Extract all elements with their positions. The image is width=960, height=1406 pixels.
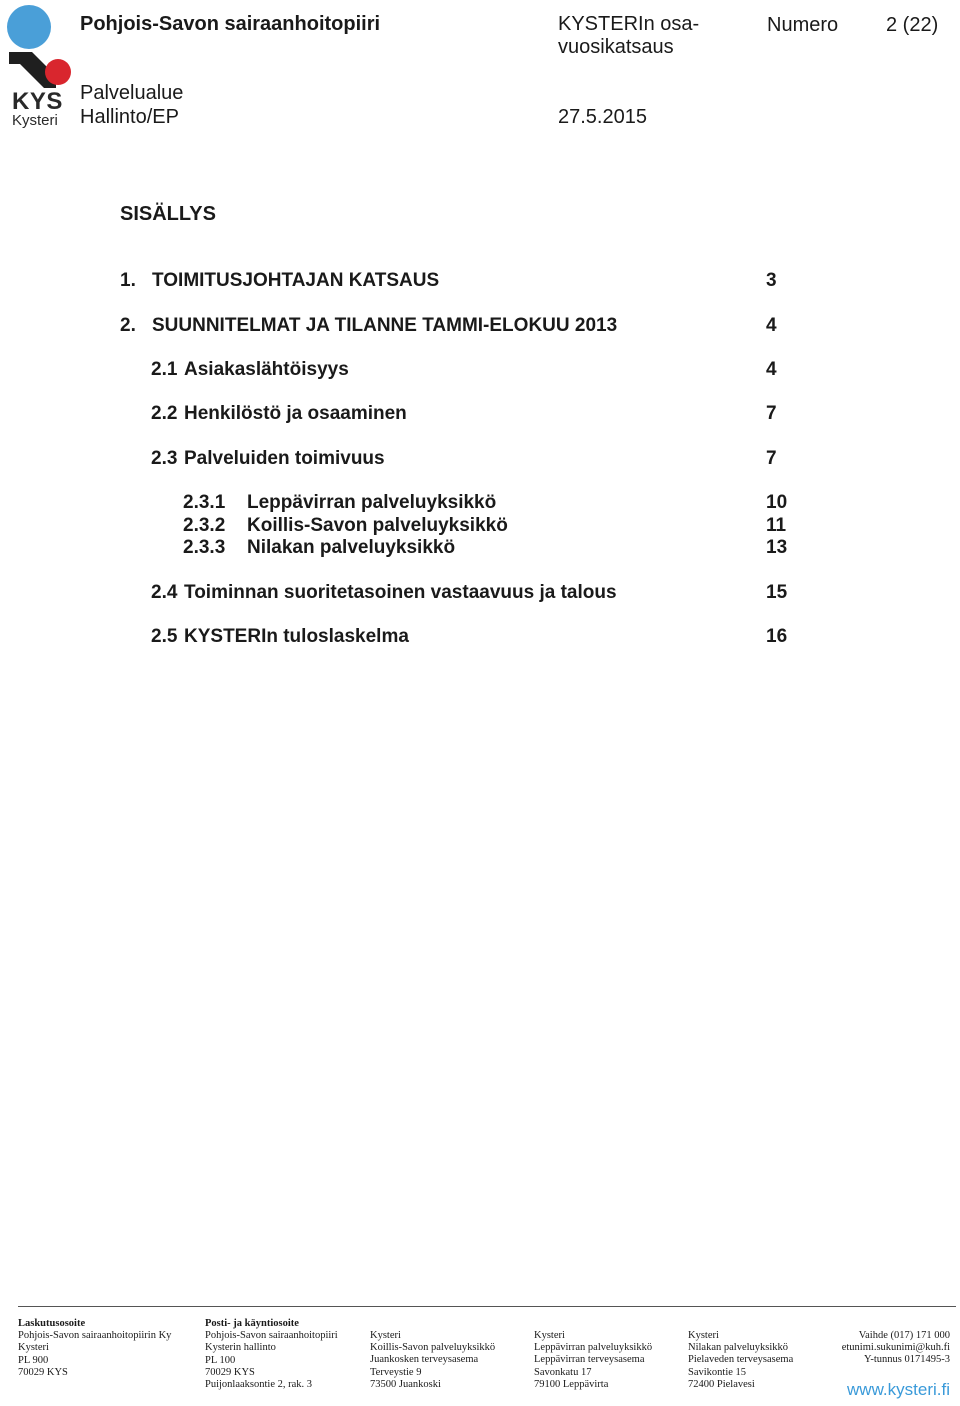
toc-entry-page: 10 [766,492,788,513]
toc-entry-page: 16 [766,626,788,647]
toc-entry-title: KYSTERIn tuloslaskelma [184,626,409,647]
footer-line: Pohjois-Savon sairaanhoitopiiri [205,1330,338,1342]
toc-entry-page: 7 [766,403,777,424]
footer-line: Pielaveden terveysasema [688,1354,794,1366]
footer-line: PL 100 [205,1354,236,1366]
toc-entry-title: Palveluiden toimivuus [184,448,385,469]
footer-line: Terveystie 9 [370,1366,422,1378]
footer-postal-address [205,1318,338,1391]
toc-entry-page: 11 [766,515,787,536]
kysteri-logo [6,4,72,128]
page-number: 2 (22) [886,14,939,36]
toc-entry-title: Nilakan palveluyksikkö [247,537,456,558]
footer-phone: Vaihde (017) 171 000 [858,1330,950,1341]
footer-nilakan-unit [688,1330,793,1391]
toc-entry-title: Henkilöstö ja osaaminen [184,403,407,424]
footer-leppavirran-unit [534,1330,652,1391]
footer-koillis-savon-unit [370,1330,495,1391]
footer-line: Savikontie 15 [688,1366,747,1378]
toc-entry-number: 2. [120,315,136,336]
footer-email: etunimi.sukunimi@kuh.fi [841,1342,950,1354]
toc-entry-number: 2.3 [151,448,178,469]
footer-website-link[interactable]: www.kysteri.fi [847,1380,950,1399]
footer-line: 79100 Leppävirta [534,1378,609,1390]
footer-line: 70029 KYS [18,1366,68,1378]
footer-billing-address [18,1318,171,1379]
footer-line: Puijonlaaksontie 2, rak. 3 [205,1379,313,1391]
footer-business-id: Y-tunnus 0171495-3 [863,1354,950,1366]
footer-line: PL 900 [18,1354,49,1366]
toc-entry-number: 1. [120,270,136,291]
footer-line: Kysterin hallinto [205,1342,276,1354]
logo-subtitle: Kysteri [12,112,58,129]
toc-entry-number: 2.3.1 [183,492,226,513]
footer-heading: Laskutusosoite [18,1318,86,1329]
toc-entry-page: 15 [766,582,788,603]
footer-line: Koillis-Savon palveluyksikkö [370,1342,496,1354]
footer-line: Kysteri [18,1342,49,1354]
footer-line: Savonkatu 17 [534,1366,592,1378]
footer-line: 72400 Pielavesi [688,1378,755,1390]
toc-entry-number: 2.2 [151,403,178,424]
footer-heading: Posti- ja käyntiosoite [205,1318,299,1329]
toc-entry-title: SUUNNITELMAT JA TILANNE TAMMI-ELOKUU 2013 [152,315,618,336]
footer-contact-info [842,1330,950,1367]
service-area-value: Hallinto/EP [80,106,179,128]
footer-line: Nilakan palveluyksikkö [688,1342,789,1354]
footer-divider [18,1306,956,1307]
toc-entry-number: 2.3.3 [183,537,226,558]
footer-line: 70029 KYS [205,1366,255,1378]
document-date: 27.5.2015 [558,106,647,128]
footer-line: Kysteri [688,1330,719,1341]
footer-line: 73500 Juankoski [370,1378,441,1390]
footer-line: Juankosken terveysasema [370,1354,479,1366]
toc-entry-number: 2.5 [151,626,178,647]
toc-entry-title: TOIMITUSJOHTAJAN KATSAUS [152,270,440,291]
toc-entry-page: 4 [766,359,777,380]
toc-entry-title: Toiminnan suoritetasoinen vastaavuus ja talous [184,582,617,603]
footer-line: Kysteri [370,1330,401,1341]
toc-entry-title: Koillis-Savon palveluyksikkö [247,515,508,536]
footer-line: Leppävirran terveysasema [534,1354,645,1366]
number-label: Numero [767,14,839,36]
logo-wordmark: KYS [12,88,63,115]
toc-entry-page: 7 [766,448,777,469]
footer-line: Kysteri [534,1330,565,1341]
toc-entry-title: Leppävirran palveluyksikkö [247,492,497,513]
toc-entry-number: 2.4 [151,582,178,603]
toc-entry-page: 4 [766,315,777,336]
service-area-label: Palvelualue [80,82,184,104]
organization-name: Pohjois-Savon sairaanhoitopiiri [80,13,381,35]
toc-entry-number: 2.3.2 [183,515,226,536]
footer-line: Leppävirran palveluyksikkö [534,1342,653,1354]
logo-mark-icon [6,4,72,88]
toc-entry-title: Asiakaslähtöisyys [184,359,349,380]
document-title: KYSTERIn osa-vuosikatsaus [558,13,700,58]
toc-entry-page: 13 [766,537,788,558]
toc-entry-page: 3 [766,270,777,291]
toc-heading: SISÄLLYS [120,203,216,225]
footer-line: Pohjois-Savon sairaanhoitopiirin Ky [18,1330,172,1342]
toc-entry-number: 2.1 [151,359,178,380]
